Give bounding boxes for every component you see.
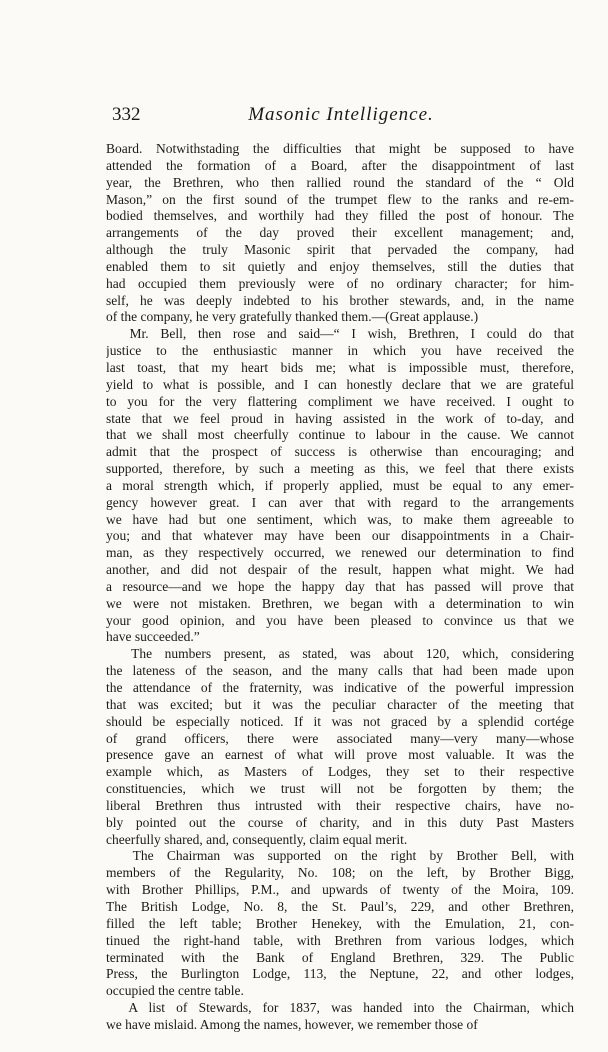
- text-line: bly pointed out the course of charity, and in this duty Past Masters: [106, 814, 574, 830]
- page-number: 332: [112, 104, 141, 125]
- text-line: we have mislaid. Among the names, however, we remember those of: [106, 1016, 478, 1032]
- text-line: Mason,” on the first sound of the trumpet flew to the ranks and re-em-: [106, 191, 574, 207]
- running-title: Masonic Intelligence.: [248, 104, 434, 125]
- text-line: supported, therefore, by such a meeting as this, we feel that there exists: [106, 461, 574, 477]
- text-line: a moral strength which, if properly applied, must be equal to any emer-: [106, 477, 574, 493]
- text-line: last toast, that my heart bids me; what is impossible must, therefore,: [106, 359, 574, 375]
- text-line: self, he was deeply indebted to his brother stewards, and, in the name: [106, 292, 574, 308]
- text-line: example which, as Masters of Lodges, they set to their respective: [106, 764, 574, 780]
- text-line: The British Lodge, No. 8, the St. Paul’s, 229, and other Brethren,: [106, 898, 574, 914]
- text-line: members of the Regularity, No. 108; on the left, by Brother Bigg,: [106, 865, 574, 881]
- text-line: arrangements of the day proved their excellent management; and,: [106, 225, 574, 241]
- text-line: Board. Notwithstading the difficulties that might be supposed to have: [106, 141, 574, 156]
- text-line: had occupied them previously were of no ordinary character; for him-: [106, 275, 574, 291]
- text-line: state that we feel proud in having assisted in the work of to-day, and: [106, 410, 574, 426]
- text-line: constituencies, which we trust will not be forgotten by them; the: [106, 781, 574, 797]
- text-line: we have had but one sentiment, which was, to make them agreeable to: [106, 511, 574, 527]
- text-line: that was excited; but it was the peculiar character of the meeting that: [106, 696, 574, 712]
- text-line: another, and did not despair of the result, happen what might. We had: [106, 562, 574, 578]
- text-line: your good opinion, and you have been pleased to convince us that we: [106, 612, 574, 628]
- text-line: man, as they respectively occurred, we renewed our determination to find: [106, 545, 574, 561]
- text-line: tinued the right-hand table, with Brethren from various lodges, which: [106, 932, 574, 948]
- body-text: [106, 141, 574, 1034]
- text-line: bodied themselves, and worthily had they filled the post of honour. The: [106, 208, 574, 224]
- text-line: presence gave an earnest of what will prove most valuable. It was the: [106, 747, 574, 763]
- text-line: cheerfully shared, and, consequently, claim equal merit.: [106, 831, 408, 847]
- text-line: of the company, he very gratefully thanked them.—(Great applause.): [106, 309, 479, 325]
- text-line: filled the left table; Brother Henekey, with the Emulation, 21, con-: [106, 915, 574, 931]
- text-line: although the truly Masonic spirit that pervaded the company, had: [106, 242, 574, 258]
- text-line: to you for the very flattering compliment we have received. I ought to: [106, 393, 574, 409]
- text-line: A list of Stewards, for 1837, was handed into the Chairman, which: [106, 1000, 574, 1016]
- text-line: that we shall most cheerfully continue to labour in the cause. We cannot: [106, 427, 574, 443]
- text-line: have succeeded.”: [106, 629, 200, 645]
- text-line: with Brother Phillips, P.M., and upwards of twenty of the Moira, 109.: [106, 882, 574, 898]
- text-line: we were not mistaken. Brethren, we began with a determination to win: [106, 595, 574, 611]
- text-line: of grand officers, there were associated many—very many—whose: [106, 730, 574, 746]
- text-line: Press, the Burlington Lodge, 113, the Neptune, 22, and other lodges,: [106, 966, 574, 982]
- text-line: should be especially noticed. If it was not graced by a splendid cortége: [106, 713, 574, 729]
- text-line: a resource—and we hope the happy day that has passed will prove that: [106, 578, 574, 594]
- text-line: The numbers present, as stated, was about 120, which, considering: [106, 646, 574, 662]
- text-line: admit that the prospect of success is otherwise than encouraging; and: [106, 444, 574, 460]
- text-line: liberal Brethren thus intrusted with their respective chairs, have no-: [106, 797, 574, 813]
- text-line: The Chairman was supported on the right by Brother Bell, with: [106, 848, 574, 864]
- text-line: justice to the enthusiastic manner in which you have received the: [106, 343, 574, 359]
- text-line: attended the formation of a Board, after the disappointment of last: [106, 157, 574, 173]
- text-line: the lateness of the season, and the many calls that had been made upon: [106, 663, 574, 679]
- text-line: year, the Brethren, who then rallied round the standard of the “ Old: [106, 174, 574, 190]
- text-line: you; and that whatever may have been our disappointments in a Chair-: [106, 528, 574, 544]
- text-line: the attendance of the fraternity, was indicative of the powerful impression: [106, 680, 574, 695]
- text-line: enabled them to sit quietly and enjoy themselves, still the duties that: [106, 258, 574, 274]
- text-line: occupied the centre table.: [106, 983, 244, 999]
- text-line: yield to what is possible, and I can honestly declare that we are grateful: [106, 376, 574, 392]
- text-line: gency however great. I can aver that with regard to the arrangements: [106, 494, 574, 510]
- text-line: Mr. Bell, then rose and said—“ I wish, Brethren, I could do that: [106, 326, 574, 342]
- text-line: terminated with the Bank of England Brethren, 329. The Public: [106, 949, 574, 965]
- page-header: [112, 104, 530, 128]
